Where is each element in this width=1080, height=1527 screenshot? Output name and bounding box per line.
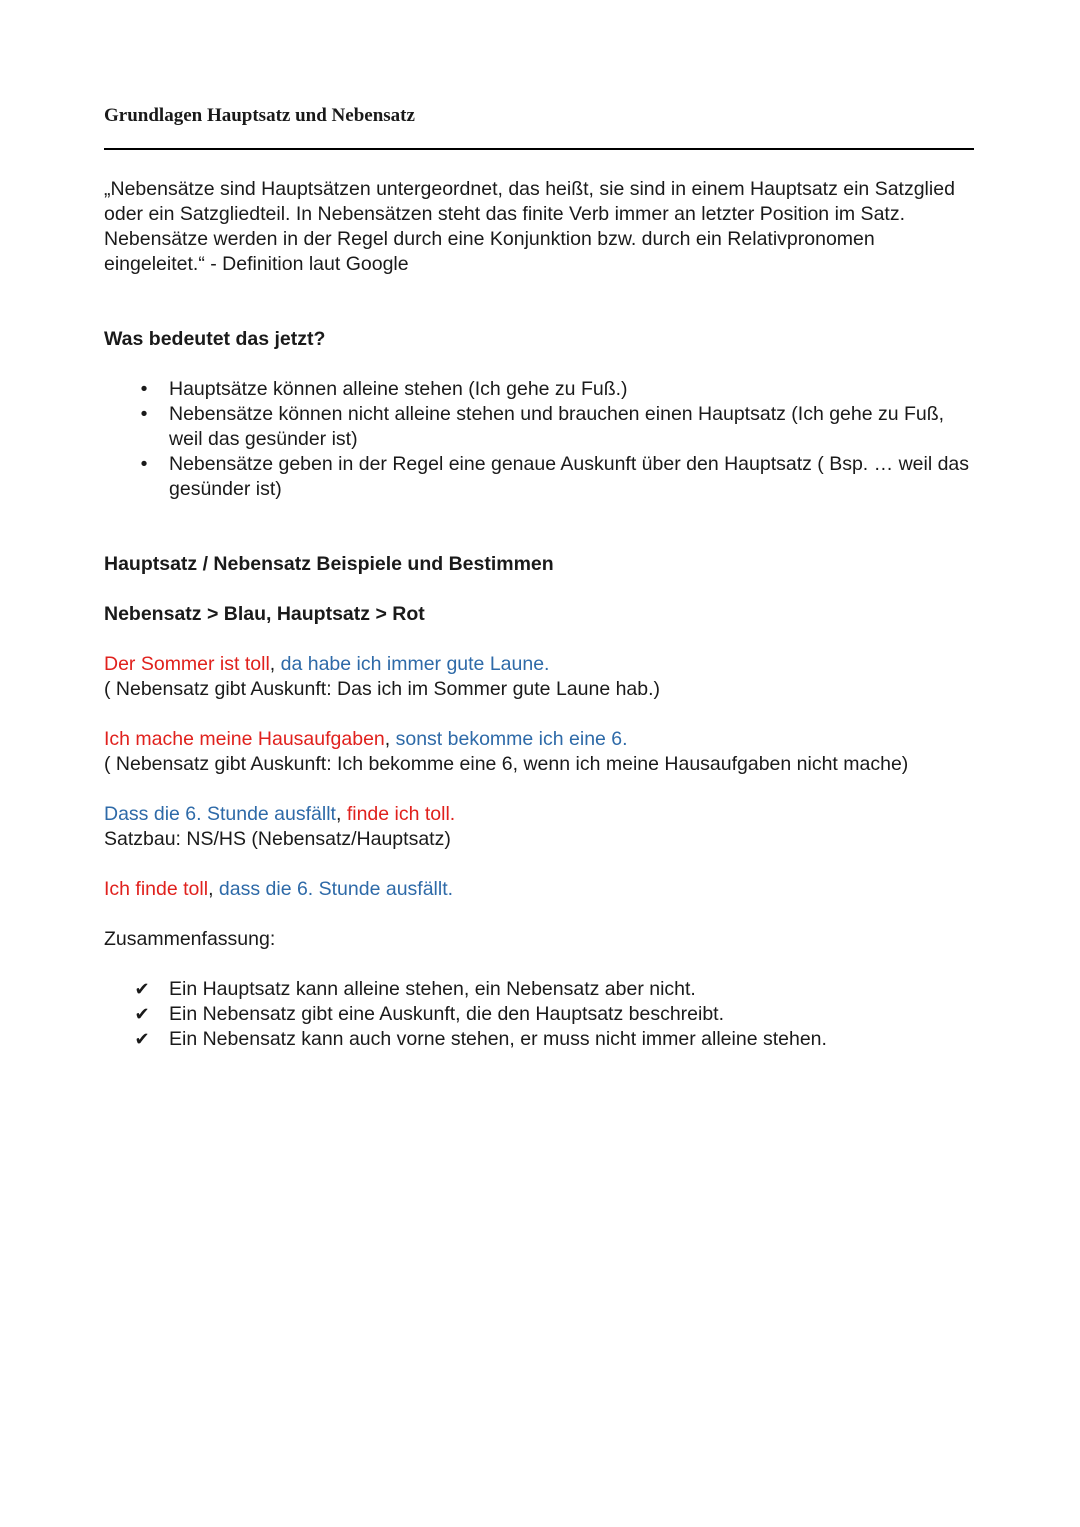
- list-item-text: Ein Hauptsatz kann alleine stehen, ein Nebensatz aber nicht.: [169, 978, 696, 1000]
- example-sentence: [104, 727, 974, 752]
- example-block: [104, 802, 974, 852]
- checkmark-icon: ✔: [134, 1029, 150, 1050]
- example-sentence: [104, 652, 974, 677]
- checkmark-icon: ✔: [134, 979, 150, 1000]
- list-item: [104, 452, 974, 502]
- example-block: [104, 877, 974, 902]
- document-page: [104, 100, 974, 1052]
- example-note: Satzbau: NS/HS (Nebensatz/Hauptsatz): [104, 828, 451, 850]
- nebensatz-text: dass die 6. Stunde ausfällt.: [218, 878, 454, 900]
- bullet-icon: •: [140, 378, 148, 400]
- summary-label: Zusammenfassung:: [104, 928, 276, 950]
- bullet-icon: •: [140, 403, 148, 425]
- example-note: ( Nebensatz gibt Auskunft: Ich bekomme eine 6, wenn ich meine Hausaufgaben nicht mache): [104, 753, 909, 775]
- hauptsatz-text: finde ich toll.: [346, 803, 456, 825]
- list-item-text: Nebensätze geben in der Regel eine genaue Auskunft über den Hauptsatz ( Bsp. … weil das gesünder ist): [169, 453, 970, 500]
- example-block: [104, 652, 974, 702]
- hauptsatz-text: Ich mache meine Hausaufgaben: [104, 728, 385, 750]
- comma-separator: ,: [208, 878, 219, 900]
- list-item: [104, 977, 974, 1002]
- definition-paragraph: „Nebensätze sind Hauptsätzen untergeordnet, das heißt, sie sind in einem Hauptsatz ein Satzglied oder ein Satzgliedteil. In Nebensätzen steht das finite Verb immer an letzter Position im Satz. Nebensätze werden in der Regel durch eine Konjunktion bzw. durch ein Relativpronomen eingeleitet.“ - Definition laut Google: [104, 178, 955, 275]
- hauptsatz-text: Der Sommer ist toll: [104, 653, 270, 675]
- bullet-list: [104, 377, 974, 502]
- comma-separator: ,: [335, 803, 347, 825]
- list-item-text: Hauptsätze können alleine stehen (Ich gehe zu Fuß.): [169, 378, 628, 400]
- list-item-text: Ein Nebensatz kann auch vorne stehen, er muss nicht immer alleine stehen.: [169, 1028, 827, 1050]
- list-item: [104, 1027, 974, 1052]
- hauptsatz-text: Ich finde toll: [104, 878, 209, 900]
- nebensatz-text: da habe ich immer gute Laune.: [280, 653, 550, 675]
- summary-list: [104, 977, 974, 1052]
- example-sentence: [104, 877, 974, 902]
- document-title: Grundlagen Hauptsatz und Nebensatz: [104, 100, 974, 150]
- question-heading: Was bedeutet das jetzt?: [104, 328, 326, 350]
- list-item-text: Ein Nebensatz gibt eine Auskunft, die den Hauptsatz beschreibt.: [169, 1003, 725, 1025]
- list-item-text: Nebensätze können nicht alleine stehen und brauchen einen Hauptsatz (Ich gehe zu Fuß, weil das gesünder ist): [169, 403, 945, 450]
- color-legend: Nebensatz > Blau, Hauptsatz > Rot: [104, 603, 425, 625]
- comma-separator: ,: [384, 728, 396, 750]
- bullet-icon: •: [140, 453, 148, 475]
- comma-separator: ,: [269, 653, 281, 675]
- examples-heading: Hauptsatz / Nebensatz Beispiele und Bestimmen: [104, 553, 554, 575]
- list-item: [104, 1002, 974, 1027]
- example-block: [104, 727, 974, 777]
- nebensatz-text: sonst bekomme ich eine 6.: [395, 728, 628, 750]
- list-item: [104, 377, 974, 402]
- checkmark-icon: ✔: [134, 1004, 150, 1025]
- example-note: ( Nebensatz gibt Auskunft: Das ich im Sommer gute Laune hab.): [104, 678, 661, 700]
- nebensatz-text: Dass die 6. Stunde ausfällt: [104, 803, 336, 825]
- example-sentence: [104, 802, 974, 827]
- list-item: [104, 402, 974, 452]
